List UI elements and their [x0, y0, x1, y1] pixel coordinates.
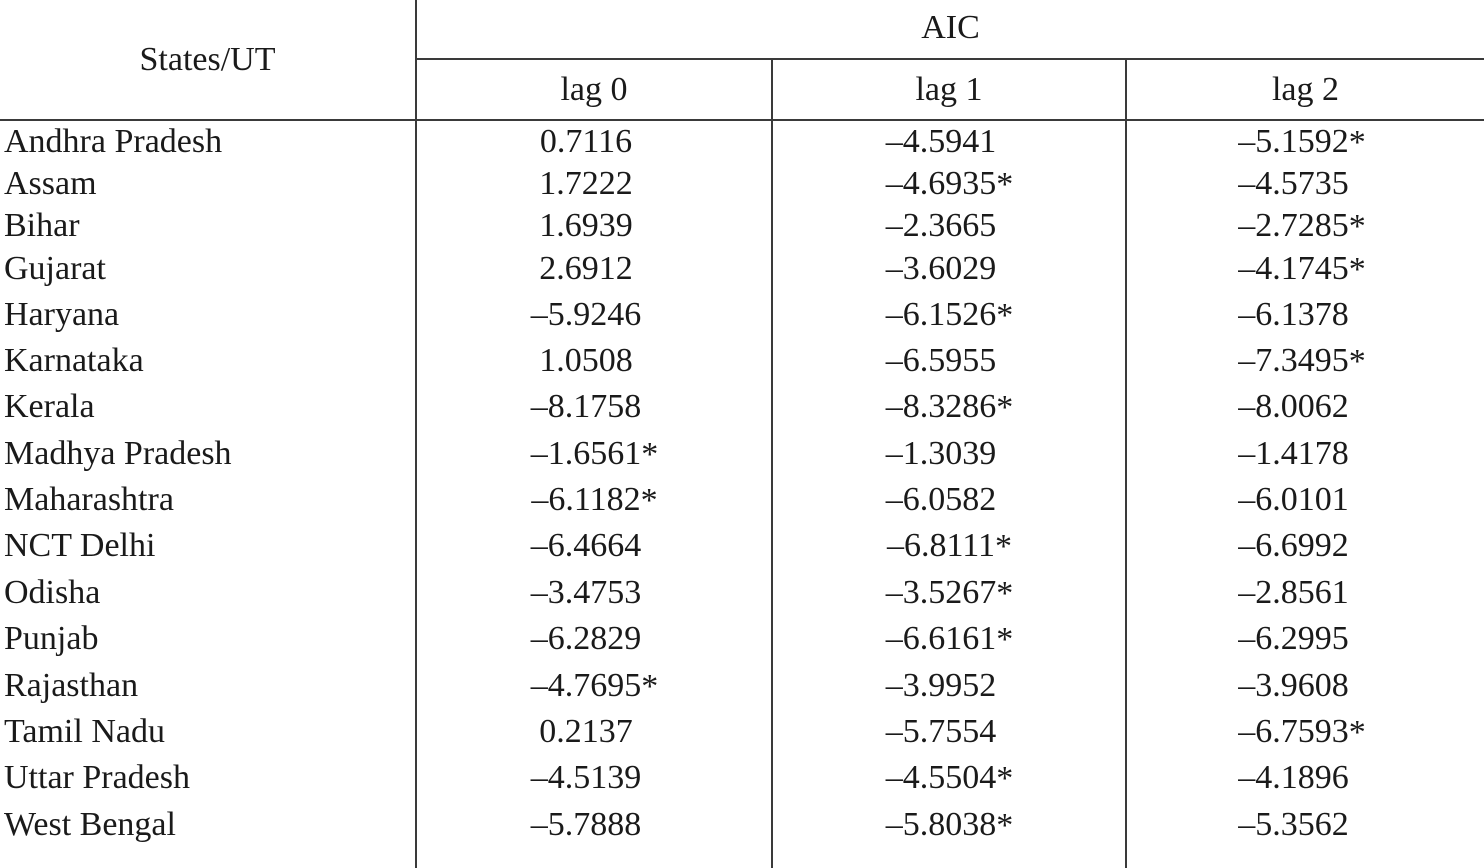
value-number: –4.1745	[1238, 250, 1349, 287]
significance-marker: *	[996, 760, 1014, 797]
state-name: Karnataka	[4, 342, 144, 379]
value-number: –8.1758	[530, 388, 642, 425]
value-number: –6.1526	[885, 296, 997, 333]
value-text	[530, 667, 659, 705]
value-number: –3.6029	[885, 250, 997, 287]
value-number: –6.6161	[885, 620, 997, 657]
aic-value-lag2	[1127, 341, 1484, 381]
value-number: –5.7554	[885, 713, 997, 750]
aic-value-lag1	[773, 805, 1125, 845]
state-name: Tamil Nadu	[4, 713, 165, 750]
aic-value-lag2	[1127, 295, 1484, 335]
aic-value-lag2	[1127, 206, 1484, 246]
value-number: –5.1592	[1238, 123, 1349, 160]
value-number: –3.4753	[530, 574, 642, 611]
state-name: Uttar Pradesh	[4, 759, 191, 796]
aic-value-lag2	[1127, 712, 1484, 752]
aic-value-lag2	[1127, 434, 1484, 474]
value-number: –5.9246	[530, 296, 642, 333]
value-number: 0.7116	[539, 123, 633, 160]
value-number: –7.3495	[1238, 342, 1349, 379]
aic-value-lag2	[1127, 758, 1484, 798]
value-text	[885, 296, 1014, 334]
value-number: –2.8561	[1238, 574, 1349, 611]
value-number: –6.2995	[1238, 620, 1349, 657]
value-text	[531, 296, 642, 333]
rule-under-header	[0, 119, 1484, 121]
value-number: –3.9952	[885, 667, 997, 704]
aic-value-lag2	[1127, 526, 1484, 566]
significance-marker: *	[1348, 714, 1366, 751]
rule-under-aic	[415, 58, 1484, 60]
aic-value-lag1	[773, 249, 1125, 289]
value-number: –4.5504	[885, 759, 997, 796]
value-text	[1238, 435, 1349, 472]
value-text	[1238, 481, 1349, 518]
value-text	[886, 207, 997, 244]
aic-value-lag0	[417, 341, 771, 381]
value-text	[539, 165, 633, 202]
significance-marker: *	[996, 621, 1014, 658]
aic-value-lag0	[417, 619, 771, 659]
value-text	[530, 435, 659, 473]
aic-value-lag0	[417, 526, 771, 566]
significance-marker: *	[1348, 124, 1366, 161]
significance-marker: *	[1348, 208, 1366, 245]
significance-marker: *	[1348, 343, 1366, 380]
state-name: Madhya Pradesh	[4, 435, 232, 472]
value-text	[539, 250, 633, 287]
value-text	[1238, 123, 1366, 161]
aic-value-lag1	[773, 666, 1125, 706]
aic-value-lag1	[773, 712, 1125, 752]
aic-value-lag0	[417, 573, 771, 613]
value-text	[887, 527, 1012, 565]
value-text	[886, 667, 997, 704]
value-number: –3.9608	[1238, 667, 1349, 704]
aic-value-lag2	[1127, 805, 1484, 845]
aic-value-lag1	[773, 164, 1125, 204]
significance-marker: *	[996, 297, 1014, 334]
value-text	[1238, 527, 1349, 564]
state-name: Maharashtra	[4, 481, 174, 518]
header-states-ut: States/UT	[139, 41, 276, 78]
value-text	[1238, 165, 1349, 202]
aic-value-lag1	[773, 758, 1125, 798]
value-number: 1.7222	[539, 165, 633, 202]
aic-value-lag2	[1127, 480, 1484, 520]
value-text	[886, 123, 997, 160]
value-number: –6.8111	[887, 527, 995, 564]
value-number: –6.1182	[531, 481, 641, 518]
value-text	[886, 250, 997, 287]
value-number: –3.5267	[885, 574, 997, 611]
value-number: –6.4664	[530, 527, 642, 564]
value-text	[531, 620, 642, 657]
significance-marker: *	[996, 575, 1014, 612]
aic-value-lag1	[773, 387, 1125, 427]
value-text	[1238, 667, 1349, 704]
value-text	[885, 388, 1014, 426]
aic-value-lag0	[417, 434, 771, 474]
value-number: –2.3665	[885, 207, 997, 244]
value-number: 2.6912	[539, 250, 633, 287]
value-text	[886, 435, 997, 472]
value-text	[1238, 806, 1349, 843]
aic-value-lag2	[1127, 122, 1484, 162]
value-number: 1.0508	[539, 342, 633, 379]
value-text	[886, 713, 997, 750]
aic-value-lag0	[417, 295, 771, 335]
value-text	[531, 527, 642, 564]
state-name: NCT Delhi	[4, 527, 156, 564]
value-number: –5.7888	[530, 806, 642, 843]
value-number: –8.0062	[1238, 388, 1349, 425]
value-text	[531, 388, 642, 425]
significance-marker: *	[641, 436, 659, 473]
value-text	[1238, 574, 1349, 611]
state-name: Punjab	[4, 620, 99, 657]
value-number: –6.0582	[885, 481, 997, 518]
aic-value-lag2	[1127, 619, 1484, 659]
header-lag1: lag 1	[915, 71, 983, 108]
aic-value-lag0	[417, 164, 771, 204]
significance-marker: *	[994, 528, 1012, 565]
header-lag2: lag 2	[1271, 71, 1340, 108]
value-number: –2.7285	[1238, 207, 1349, 244]
significance-marker: *	[996, 166, 1014, 203]
aic-value-lag2	[1127, 666, 1484, 706]
state-name: Rajasthan	[4, 667, 139, 704]
value-number: –4.6935	[885, 165, 997, 202]
value-number: –5.8038	[885, 806, 997, 843]
value-text	[531, 806, 642, 843]
value-number: –6.7593	[1238, 713, 1349, 750]
aic-value-lag2	[1127, 387, 1484, 427]
aic-value-lag1	[773, 295, 1125, 335]
value-text	[531, 574, 642, 611]
value-number: –6.0101	[1238, 481, 1349, 518]
aic-value-lag0	[417, 712, 771, 752]
value-text	[885, 620, 1014, 658]
value-number: –4.5139	[530, 759, 642, 796]
value-text	[531, 481, 658, 519]
value-number: –8.3286	[885, 388, 997, 425]
significance-marker: *	[640, 482, 658, 519]
state-name: West Bengal	[4, 806, 176, 843]
value-text	[1238, 388, 1349, 425]
state-name: Kerala	[4, 388, 95, 425]
aic-value-lag0	[417, 758, 771, 798]
value-number: –6.5955	[885, 342, 997, 379]
value-text	[1238, 342, 1366, 380]
state-name: Gujarat	[4, 250, 106, 287]
value-number: –5.3562	[1238, 806, 1349, 843]
significance-marker: *	[1348, 251, 1366, 288]
value-text	[1238, 759, 1349, 796]
value-number: –4.1896	[1238, 759, 1349, 796]
state-name: Haryana	[4, 296, 120, 333]
value-text	[1238, 620, 1349, 657]
aic-value-lag1	[773, 573, 1125, 613]
value-text	[885, 165, 1014, 203]
state-name: Andhra Pradesh	[4, 123, 223, 160]
aic-value-lag0	[417, 666, 771, 706]
value-number: –6.2829	[530, 620, 642, 657]
value-text	[885, 806, 1014, 844]
header-aic: AIC	[921, 9, 980, 46]
value-number: –4.5941	[885, 123, 997, 160]
value-text	[1238, 713, 1366, 751]
aic-value-lag1	[773, 341, 1125, 381]
value-number: –4.5735	[1238, 165, 1349, 202]
state-name: Bihar	[4, 207, 80, 244]
value-text	[885, 759, 1014, 797]
aic-value-lag1	[773, 206, 1125, 246]
aic-value-lag2	[1127, 164, 1484, 204]
significance-marker: *	[641, 668, 659, 705]
aic-value-lag2	[1127, 573, 1484, 613]
value-text	[539, 207, 633, 244]
value-text	[531, 759, 642, 796]
value-number: –6.1378	[1238, 296, 1349, 333]
value-number: –6.6992	[1238, 527, 1349, 564]
value-text	[885, 574, 1014, 612]
aic-value-lag1	[773, 122, 1125, 162]
value-text	[539, 713, 633, 750]
value-text	[1238, 250, 1366, 288]
value-text	[539, 342, 633, 379]
aic-value-lag1	[773, 480, 1125, 520]
aic-value-lag0	[417, 480, 771, 520]
value-text	[540, 123, 632, 160]
aic-value-lag1	[773, 526, 1125, 566]
value-number: –1.6561	[530, 435, 642, 472]
aic-value-lag0	[417, 387, 771, 427]
header-lag0: lag 0	[560, 71, 628, 108]
state-name: Odisha	[4, 574, 101, 611]
aic-value-lag1	[773, 619, 1125, 659]
state-name: Assam	[4, 165, 97, 202]
value-number: –1.4178	[1238, 435, 1349, 472]
value-text	[1238, 296, 1349, 333]
value-text	[1238, 207, 1366, 245]
aic-value-lag0	[417, 206, 771, 246]
aic-value-lag0	[417, 122, 771, 162]
value-number: –1.3039	[885, 435, 997, 472]
aic-value-lag1	[773, 434, 1125, 474]
aic-value-lag2	[1127, 249, 1484, 289]
aic-value-lag0	[417, 805, 771, 845]
value-number: –4.7695	[530, 667, 642, 704]
value-number: 1.6939	[539, 207, 633, 244]
significance-marker: *	[996, 807, 1014, 844]
significance-marker: *	[996, 389, 1014, 426]
aic-value-lag0	[417, 249, 771, 289]
value-number: 0.2137	[539, 713, 633, 750]
value-text	[886, 342, 997, 379]
value-text	[886, 481, 997, 518]
